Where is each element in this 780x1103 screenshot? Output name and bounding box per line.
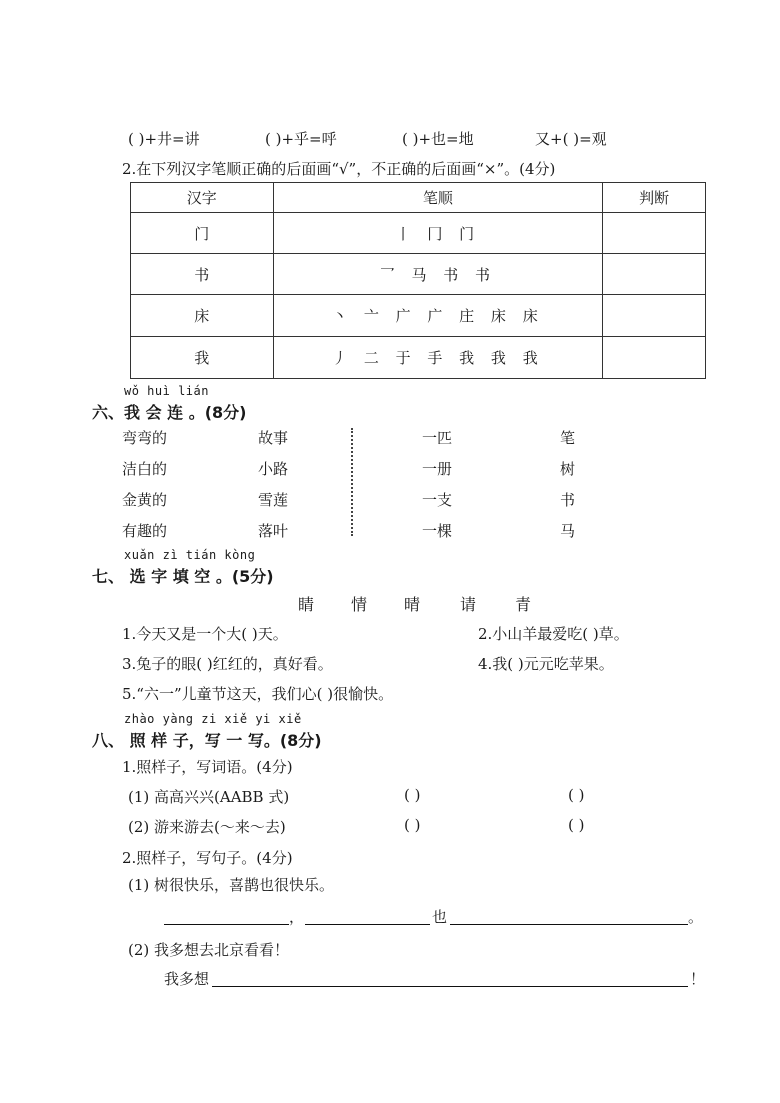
choice-char: 情 xyxy=(351,595,368,614)
fill-rest: +井=讲 xyxy=(144,130,200,148)
table-header-strokes: 笔顺 xyxy=(273,183,603,213)
answer-paren[interactable]: ( ) xyxy=(568,786,585,804)
sentence-example-1: (1) 树很快乐，喜鹊也很快乐。 xyxy=(128,876,335,894)
example-1: (1) 高高兴兴(AABB 式) xyxy=(128,788,290,806)
fill-sentence-1[interactable]: 1.今天又是一个大( )天。 xyxy=(122,625,288,643)
table-row xyxy=(131,213,706,254)
match-col1-item[interactable]: 洁白的 xyxy=(122,460,168,478)
choice-char: 请 xyxy=(460,595,477,614)
fill-blank[interactable]: ( ) xyxy=(402,130,419,148)
table-row xyxy=(131,254,706,295)
match-col4-item[interactable]: 树 xyxy=(560,460,576,478)
match-col2-item[interactable]: 雪莲 xyxy=(258,491,289,509)
table-cell-strokes: 丨 冂 门 xyxy=(273,213,603,254)
section6-title: 六、我 会 连 。(8分) xyxy=(92,403,247,422)
judge-cell[interactable] xyxy=(603,254,706,295)
table-row xyxy=(131,337,706,379)
match-col1-item[interactable]: 有趣的 xyxy=(122,522,168,540)
period-mark: 。 xyxy=(688,908,704,926)
section7-title: 七、 选 字 填 空 。(5分) xyxy=(92,567,274,586)
table-cell-char: 书 xyxy=(131,254,274,295)
section8-pinyin: zhào yàng zi xiě yi xiě xyxy=(124,712,302,726)
table-header-char: 汉字 xyxy=(131,183,274,213)
choice-char: 睛 xyxy=(298,595,315,614)
table-cell-char: 我 xyxy=(131,337,274,379)
answer-line[interactable] xyxy=(164,924,289,925)
fill-rest: +也=地 xyxy=(418,130,474,148)
ye-char: 也 xyxy=(432,908,448,926)
fill-sentence-3[interactable]: 3.兔子的眼( )红红的，真好看。 xyxy=(122,655,333,673)
table-cell-strokes: 乛 马 书 书 xyxy=(273,254,603,295)
answer-paren[interactable]: ( ) xyxy=(568,816,585,834)
fill-item-3 xyxy=(402,128,474,149)
judge-cell[interactable] xyxy=(603,295,706,337)
match-col2-item[interactable]: 故事 xyxy=(258,429,289,447)
answer-line[interactable] xyxy=(305,924,430,925)
table-cell-strokes: 丶 亠 广 广 庄 床 床 xyxy=(273,295,603,337)
judge-cell[interactable] xyxy=(603,337,706,379)
sentence-prefix: 我多想 xyxy=(164,970,210,988)
sentence-example-2: (2) 我多想去北京看看！ xyxy=(128,941,290,959)
fill-sentence-2[interactable]: 2.小山羊最爱吃( )草。 xyxy=(478,625,629,643)
fill-blank[interactable]: ( ) xyxy=(128,130,145,148)
match-col2-item[interactable]: 小路 xyxy=(258,460,289,478)
answer-line[interactable] xyxy=(212,986,688,987)
match-col4-item[interactable]: 书 xyxy=(560,491,576,509)
stroke-order-table xyxy=(130,182,706,379)
fill-rest: +乎=呼 xyxy=(281,130,337,148)
fill-blank[interactable]: ( ) xyxy=(562,130,580,148)
fill-item-1 xyxy=(128,128,200,149)
exclamation-mark: ！ xyxy=(690,970,706,988)
match-col4-item[interactable]: 笔 xyxy=(560,429,576,447)
answer-line[interactable] xyxy=(450,924,688,925)
table-cell-char: 门 xyxy=(131,213,274,254)
sub-question-1: 1.照样子，写词语。(4分) xyxy=(122,758,293,776)
fill-sentence-4[interactable]: 4.我( )元元吃苹果。 xyxy=(478,655,614,673)
match-col4-item[interactable]: 马 xyxy=(560,522,576,540)
table-header-judge: 判断 xyxy=(603,183,706,213)
section8-title: 八、 照 样 子，写 一 写。(8分) xyxy=(92,731,322,750)
choice-char: 青 xyxy=(515,595,532,614)
match-col3-item[interactable]: 一匹 xyxy=(422,429,453,447)
match-col1-item[interactable]: 弯弯的 xyxy=(122,429,168,447)
sub-question-2: 2.照样子，写句子。(4分) xyxy=(122,849,293,867)
example-2: (2) 游来游去(～来～去) xyxy=(128,818,286,836)
q2-title: 2.在下列汉字笔顺正确的后面画“√”，不正确的后面画“×”。(4分) xyxy=(122,160,556,178)
section6-pinyin: wǒ huì lián xyxy=(124,384,209,398)
dotted-separator xyxy=(351,428,359,536)
table-row xyxy=(131,295,706,337)
match-col3-item[interactable]: 一棵 xyxy=(422,522,453,540)
judge-cell[interactable] xyxy=(603,213,706,254)
match-col3-item[interactable]: 一支 xyxy=(422,491,453,509)
answer-paren[interactable]: ( ) xyxy=(404,816,421,834)
match-col2-item[interactable]: 落叶 xyxy=(258,522,289,540)
choice-char: 晴 xyxy=(404,595,421,614)
fill-item-2 xyxy=(265,128,337,149)
fill-rest: =观 xyxy=(579,130,607,148)
match-col3-item[interactable]: 一册 xyxy=(422,460,453,478)
comma-mark: ， xyxy=(289,908,305,926)
section7-pinyin: xuǎn zì tián kòng xyxy=(124,548,256,562)
fill-item-4 xyxy=(535,128,607,149)
table-cell-char: 床 xyxy=(131,295,274,337)
fill-prefix: 又+ xyxy=(535,130,563,148)
answer-paren[interactable]: ( ) xyxy=(404,786,421,804)
fill-blank[interactable]: ( ) xyxy=(265,130,282,148)
table-cell-strokes: 丿 二 于 手 我 我 我 xyxy=(273,337,603,379)
fill-sentence-5[interactable]: 5.“六一”儿童节这天，我们心( )很愉快。 xyxy=(122,685,394,703)
match-col1-item[interactable]: 金黄的 xyxy=(122,491,168,509)
